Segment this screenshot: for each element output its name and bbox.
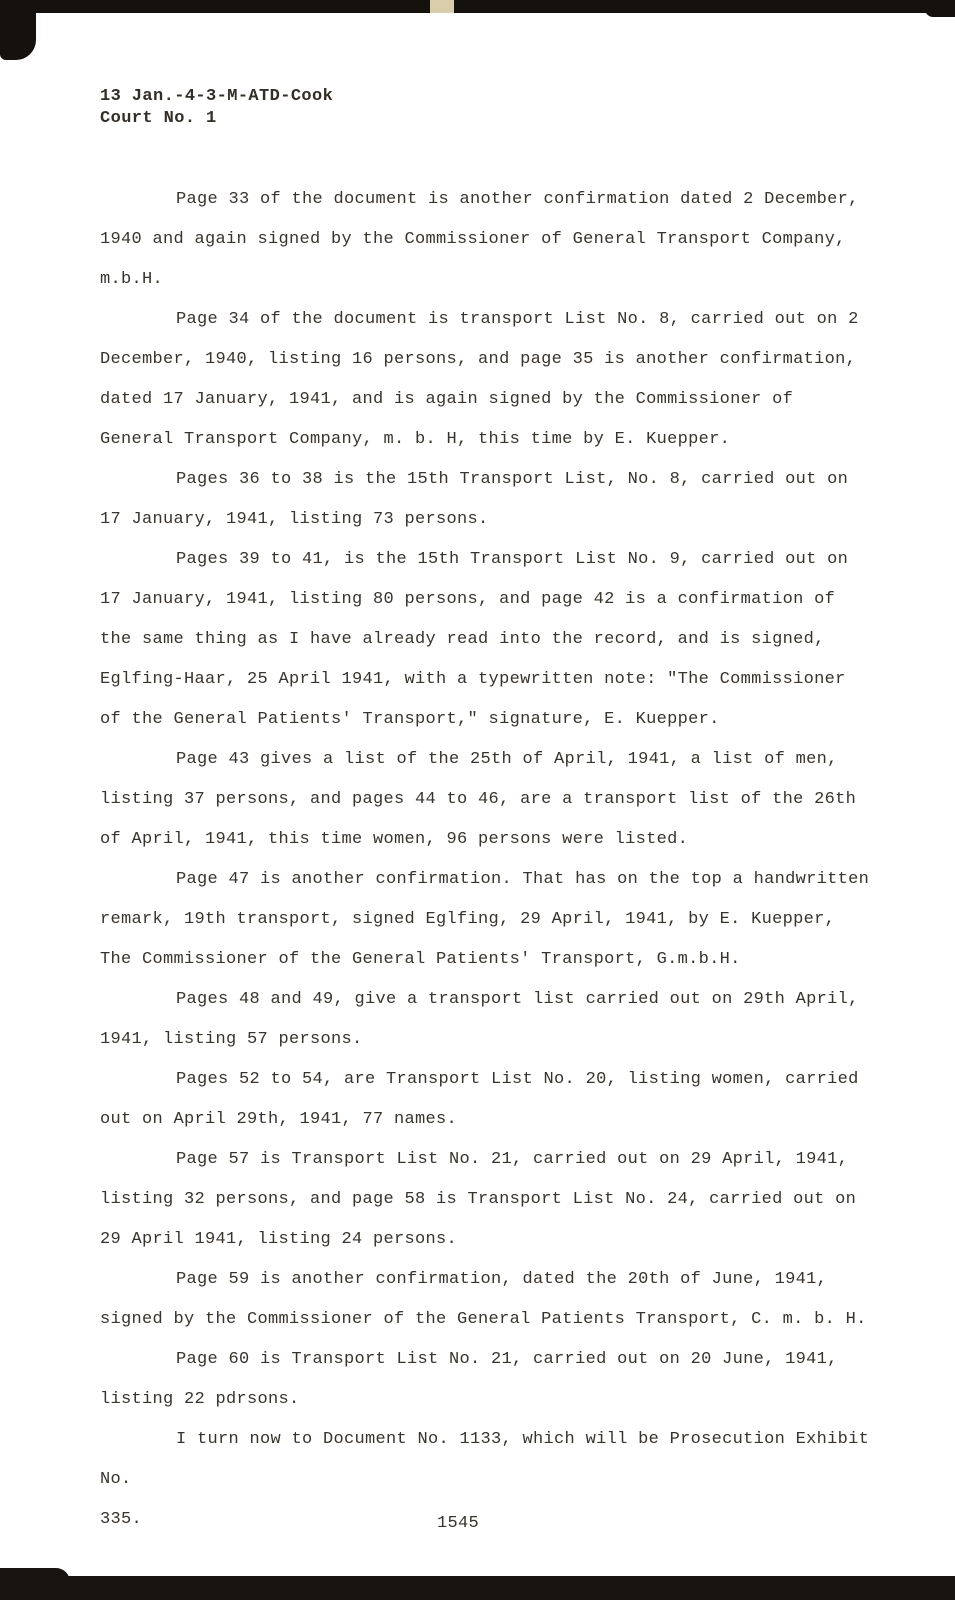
paragraph: Pages 52 to 54, are Transport List No. 20, listing women, carried out on April 29th, 1941, 77 names. — [100, 1070, 859, 1129]
paragraph: Page 43 gives a list of the 25th of April, 1941, a list of men, listing 37 persons, and pages 44 to 46, are a transport list of the 26th of April, 1941, this time women, 96 persons were listed. — [100, 750, 857, 849]
exhibit-number: 335. — [100, 1510, 143, 1529]
paragraph: Page 60 is Transport List No. 21, carried out on 20 June, 1941, listing 22 pdrsons. — [100, 1350, 838, 1409]
paragraph: Page 47 is another confirmation. That has on the top a handwritten remark, 19th transport, signed Eglfing, 29 April, 1941, by E. Kuepper, The Commissioner of the General Patients' Transport, G.m.b.H. — [100, 870, 870, 969]
document-body — [100, 180, 874, 1500]
scan-edge-top — [0, 0, 955, 13]
paragraph: Page 33 of the document is another confirmation dated 2 December, 1940 and again signed by the Commissioner of General Transport Company, m.b.H. — [100, 190, 859, 289]
page-number: 1545 — [437, 1514, 480, 1533]
paragraph: Pages 48 and 49, give a transport list carried out on 29th April, 1941, listing 57 persons. — [100, 990, 859, 1049]
document-page — [100, 86, 874, 1540]
scan-edge-top-gap — [430, 0, 454, 13]
paragraph: Pages 36 to 38 is the 15th Transport List, No. 8, carried out on 17 January, 1941, listing 73 persons. — [100, 470, 849, 529]
header-case-line: 13 Jan.-4-3-M-ATD-Cook — [100, 87, 334, 106]
scan-corner-top-right — [925, 0, 955, 17]
paragraph: Pages 39 to 41, is the 15th Transport List No. 9, carried out on 17 January, 1941, listing 80 persons, and page 42 is a confirmation of the same thing as I have already read into the record, and is signed, Eglfing-Haar, 25 April 1941, with a typewritten note: "The Commissioner of the General Patients' Transport," signature, E. Kuepper. — [100, 550, 849, 729]
paragraph: Page 57 is Transport List No. 21, carried out on 29 April, 1941, listing 32 persons, and page 58 is Transport List No. 24, carried out on 29 April 1941, listing 24 persons. — [100, 1150, 857, 1249]
header-court-line: Court No. 1 — [100, 109, 217, 128]
scan-edge-bottom — [0, 1576, 955, 1600]
document-footer — [100, 1500, 874, 1540]
scan-corner-bottom-left — [0, 1568, 70, 1600]
paragraph: Page 34 of the document is transport List No. 8, carried out on 2 December, 1940, listing 16 persons, and page 35 is another confirmation, dated 17 January, 1941, and is again signed by the Commissioner of General Transport Company, m. b. H, this time by E. Kuepper. — [100, 310, 859, 449]
scan-corner-top-left — [0, 0, 36, 60]
document-header — [100, 86, 874, 130]
paragraph: Page 59 is another confirmation, dated the 20th of June, 1941, signed by the Commissioner of the General Patients Transport, C. m. b. H. — [100, 1270, 867, 1329]
paragraph: I turn now to Document No. 1133, which will be Prosecution Exhibit No. — [100, 1430, 870, 1489]
